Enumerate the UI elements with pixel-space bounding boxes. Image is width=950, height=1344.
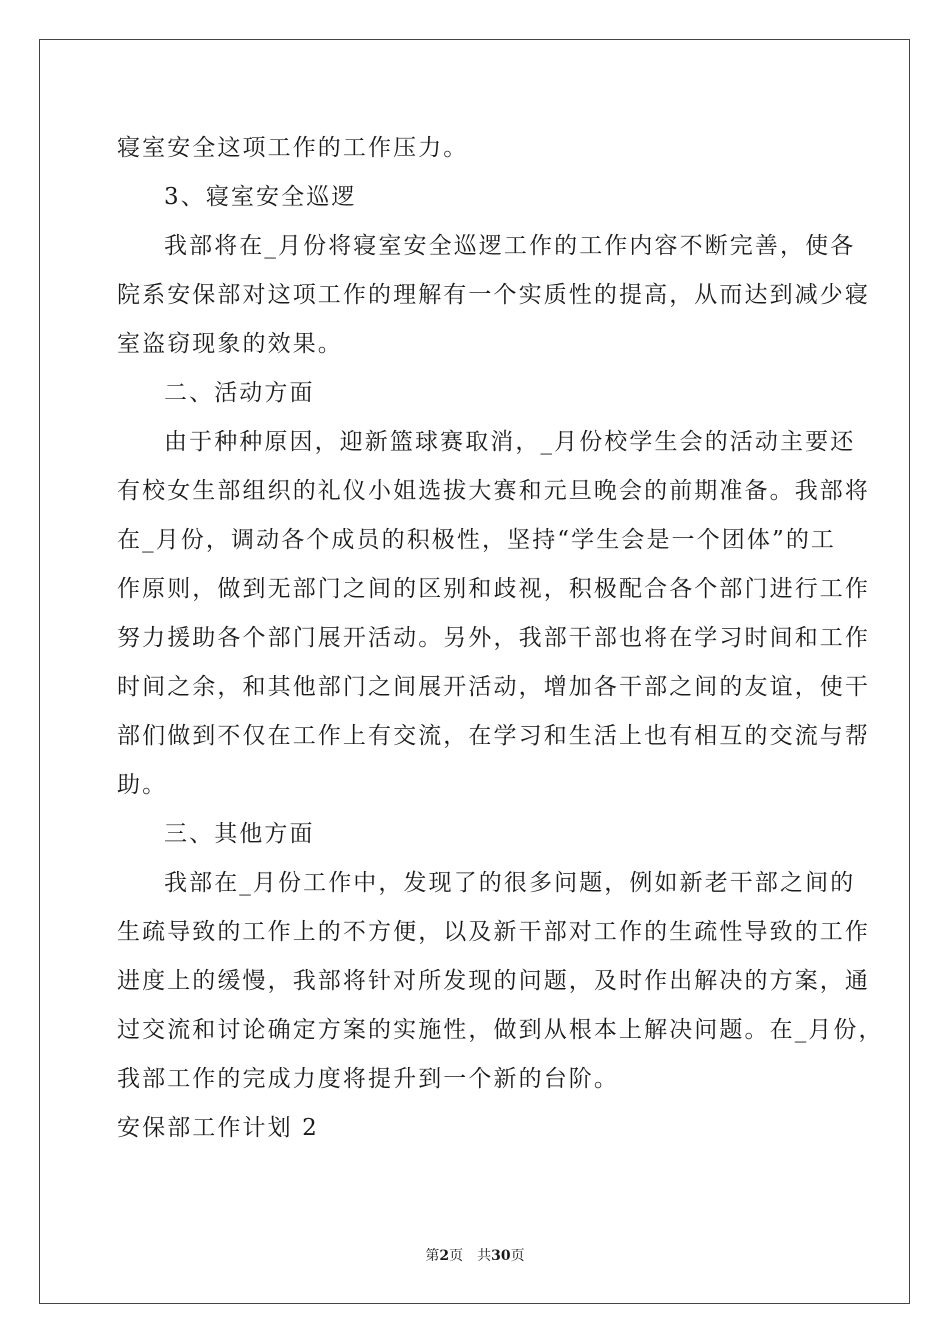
paragraph-line: 进度上的缓慢，我部将针对所发现的问题，及时作出解决的方案，通 bbox=[117, 968, 870, 994]
document-body bbox=[117, 124, 884, 1150]
total-suffix: 页 bbox=[510, 1248, 525, 1264]
paragraph-line: 我部将在_月份将寝室安全巡逻工作的工作内容不断完善，使各 bbox=[164, 233, 856, 259]
paragraph-line: 助。 bbox=[117, 772, 168, 798]
paragraph-line: 时间之余，和其他部门之间展开活动，增加各干部之间的友谊，使干 bbox=[117, 674, 870, 700]
paragraph-line: 努力援助各个部门展开活动。另外，我部干部也将在学习时间和工作 bbox=[117, 625, 870, 651]
page-suffix: 页 bbox=[449, 1248, 464, 1264]
paragraph-line: 部们做到不仅在工作上有交流，在学习和生活上也有相互的交流与帮 bbox=[117, 723, 870, 749]
section-heading: 3、寝室安全巡逻 bbox=[164, 184, 357, 210]
paragraph-line: 我部工作的完成力度将提升到一个新的台阶。 bbox=[117, 1066, 619, 1092]
paragraph-line: 生疏导致的工作上的不方便，以及新干部对工作的生疏性导致的工作 bbox=[117, 919, 870, 945]
page-footer bbox=[0, 1245, 950, 1265]
page-current: 2 bbox=[439, 1248, 450, 1264]
paragraph-line: 由于种种原因，迎新篮球赛取消，_月份校学生会的活动主要还 bbox=[164, 429, 856, 455]
document-title: 安保部工作计划 2 bbox=[117, 1115, 319, 1141]
paragraph-line: 作原则，做到无部门之间的区别和歧视，积极配合各个部门进行工作 bbox=[117, 576, 870, 602]
section-heading: 三、其他方面 bbox=[164, 821, 315, 847]
paragraph-line: 有校女生部组织的礼仪小姐选拔大赛和元旦晚会的前期准备。我部将 bbox=[117, 478, 870, 504]
paragraph-line: 我部在_月份工作中，发现了的很多问题，例如新老干部之间的 bbox=[164, 870, 856, 896]
paragraph-line: 在_月份，调动各个成员的积极性，坚持“学生会是一个团体”的工 bbox=[117, 527, 837, 553]
total-prefix: 共 bbox=[477, 1248, 492, 1264]
section-heading: 二、活动方面 bbox=[164, 380, 315, 406]
page-total: 30 bbox=[491, 1248, 511, 1264]
paragraph-line: 室盗窃现象的效果。 bbox=[117, 331, 343, 357]
paragraph-line: 过交流和讨论确定方案的实施性，做到从根本上解决问题。在_月份， bbox=[117, 1017, 884, 1043]
paragraph-line: 寝室安全这项工作的工作压力。 bbox=[117, 135, 469, 161]
paragraph-line: 院系安保部对这项工作的理解有一个实质性的提高，从而达到减少寝 bbox=[117, 282, 870, 308]
page-prefix: 第 bbox=[425, 1248, 440, 1264]
